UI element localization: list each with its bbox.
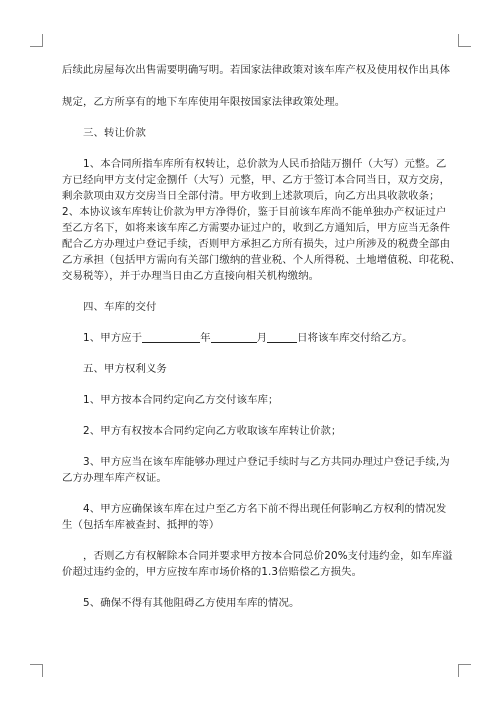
paragraph-line: 交易税等），并于办理当日由乙方直接向相关机构缴纳。 <box>62 270 320 282</box>
month-blank-field[interactable] <box>211 332 257 343</box>
paragraph-line: 3、甲方应当在该车库能够办理过户登记手续时与乙方共同办理过户登记手续,为 <box>83 456 450 468</box>
paragraph-line: 4、甲方应确保该车库在过户至乙方名下前不得出现任何影响乙方权利的情况发 <box>83 503 447 515</box>
section-heading-price: 三、转让价款 <box>83 127 146 139</box>
paragraph-line: 至乙方名下，如将来该车库乙方需要办证过户的，收到乙方通知后，甲方应当无条件 <box>62 222 451 234</box>
paragraph-line: 生（包括车库被查封、抵押的等） <box>62 519 220 531</box>
paragraph-line: 乙方办理车库产权证。 <box>62 472 167 484</box>
paragraph-line: 5、确保不得有其他阻碍乙方使用车库的情况。 <box>83 597 300 609</box>
paragraph-line: 方已经向甲方支付定金捌仟（大写）元整，甲、乙方于签订本合同当日，双方交房， <box>62 174 451 186</box>
section-heading-rights: 五、甲方权利义务 <box>83 363 167 375</box>
crop-mark-top-right <box>458 34 471 47</box>
section-heading-delivery: 四、车库的交付 <box>83 301 157 313</box>
paragraph-line: 1、本合同所指车库所有权转让，总价款为人民币拾陆万捌仟（大写）元整。乙 <box>83 158 447 170</box>
paragraph-line: 后续此房屋每次出售需要明确写明。若国家法律政策对该车库产权及使用权作出具体 <box>62 64 451 76</box>
day-blank-field[interactable] <box>267 332 297 343</box>
delivery-prefix: 1、甲方应于 <box>83 332 143 344</box>
year-blank-field[interactable] <box>142 332 200 343</box>
paragraph-line: 1、甲方按本合同约定向乙方交付该车库； <box>83 394 279 406</box>
year-label: 年 <box>200 332 211 344</box>
month-label: 月 <box>256 332 268 344</box>
delivery-clause <box>62 330 438 346</box>
paragraph-line: 2、本协议该车库转让价款为甲方净得价，鉴于目前该车库尚不能单独办产权证过户 <box>62 206 447 218</box>
paragraph-line: ，否则乙方有权解除本合同并要求甲方按本合同总价20%支付违约金，如车库溢 <box>83 550 453 562</box>
paragraph-line: 剩余款项由双方交房当日全部付清。甲方收到上述款项后，向乙方出具收款收条； <box>62 190 440 202</box>
paragraph-line: 价超过违约金的，甲方应按车库市场价格的1.3倍赔偿乙方损失。 <box>62 566 363 578</box>
crop-mark-bottom-right <box>458 664 471 677</box>
paragraph-line: 乙方承担（包括甲方需向有关部门缴纳的营业税、个人所得税、土地增值税、印花税、 <box>62 254 461 266</box>
crop-mark-top-left <box>30 34 43 47</box>
paragraph-line: 配合乙方办理过户登记手续，否则甲方承担乙方所有损失，过户所涉及的税费全部由 <box>62 238 451 250</box>
paragraph-line: 规定，乙方所享有的地下车库使用年限按国家法律政策处理。 <box>62 96 346 108</box>
paragraph-line: 2、甲方有权按本合同约定向乙方收取该车库转让价款； <box>83 425 342 437</box>
crop-mark-bottom-left <box>30 664 43 677</box>
delivery-suffix: 日将该车库交付给乙方。 <box>297 332 413 344</box>
